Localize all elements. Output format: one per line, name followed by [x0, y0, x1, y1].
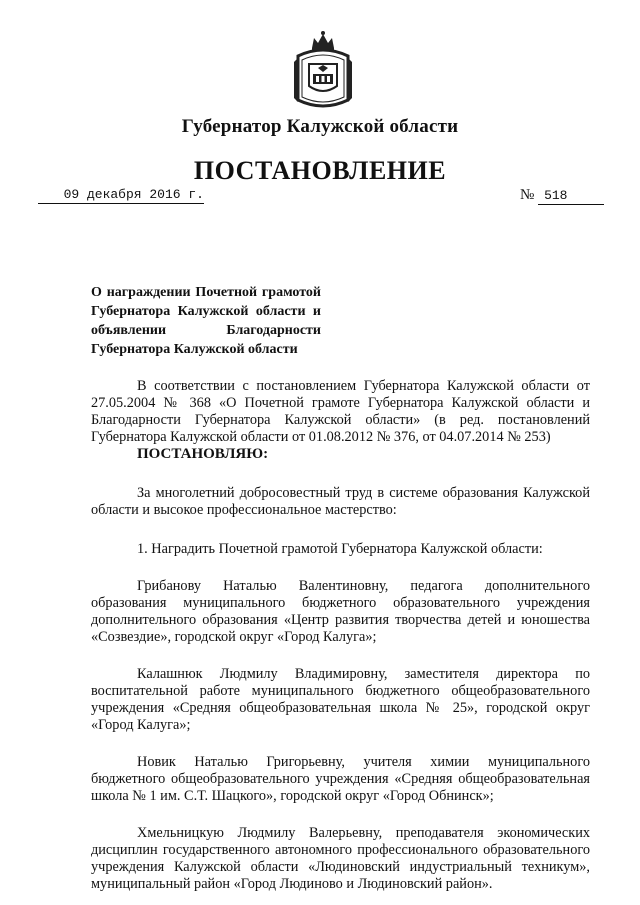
- document-type-title: ПОСТАНОВЛЕНИЕ: [193, 156, 447, 185]
- item-1-heading: 1. Наградить Почетной грамотой Губернатора Калужской области:: [137, 541, 543, 557]
- awardee-paragraph: Грибанову Наталью Валентиновну, педагога дополнительного образования муниципального бюджетного образовательного учреждения дополнительного образования «Центр развития творчества детей и юношества «Созвездие», городской округ «Город Калуга»;: [91, 578, 590, 645]
- number-sign: №: [520, 187, 535, 203]
- awardee-paragraph: Калашнюк Людмилу Владимировну, заместителя директора по воспитательной работе муниципального бюджетного общеобразовательного учреждения «Средняя общеобразовательная школа № 25», городской округ «Город Калуга»;: [91, 666, 590, 733]
- document-body: [91, 378, 590, 893]
- document-date: 09 декабря 2016 г.: [38, 187, 204, 204]
- awardee-paragraph: Новик Наталью Григорьевну, учителя химии муниципального бюджетного общеобразовательного учреждения «Средняя общеобразовательная школа № 1 им. С.Т. Шацкого», городской округ «Город Обнинск»;: [91, 754, 590, 804]
- preamble-text: В соответствии с постановлением Губернатора Калужской области от 27.05.2004 № 368 «О Почетной грамоте Губернатора Калужской области и Благодарности Губернатора Калужской области» (в ред. постановлений Губернатора Калужской области от 01.08.2012 № 376, от 04.07.2014 № 253): [91, 378, 590, 445]
- preamble-paragraph: [91, 378, 590, 463]
- document-number-field: [520, 187, 612, 205]
- document-number: 518: [538, 188, 604, 205]
- issuing-authority: Губернатор Калужской области: [181, 116, 459, 137]
- document-subject: О награждении Почетной грамотой Губернатора Калужской области и объявлении Благодарности Губернатора Калужской области: [91, 285, 321, 357]
- decree-word: ПОСТАНОВЛЯЮ:: [137, 446, 269, 462]
- coat-of-arms-icon: [290, 30, 356, 114]
- awardee-paragraph: Хмельницкую Людмилу Валерьевну, преподавателя экономических дисциплин государственного автономного профессионального образовательного учреждения Калужской области «Людиновский индустриальный техникум», муниципальный район «Город Людиново и Людиновский район».: [91, 825, 590, 892]
- award-reason: За многолетний добросовестный труд в системе образования Калужской области и высокое профессиональное мастерство:: [91, 485, 590, 518]
